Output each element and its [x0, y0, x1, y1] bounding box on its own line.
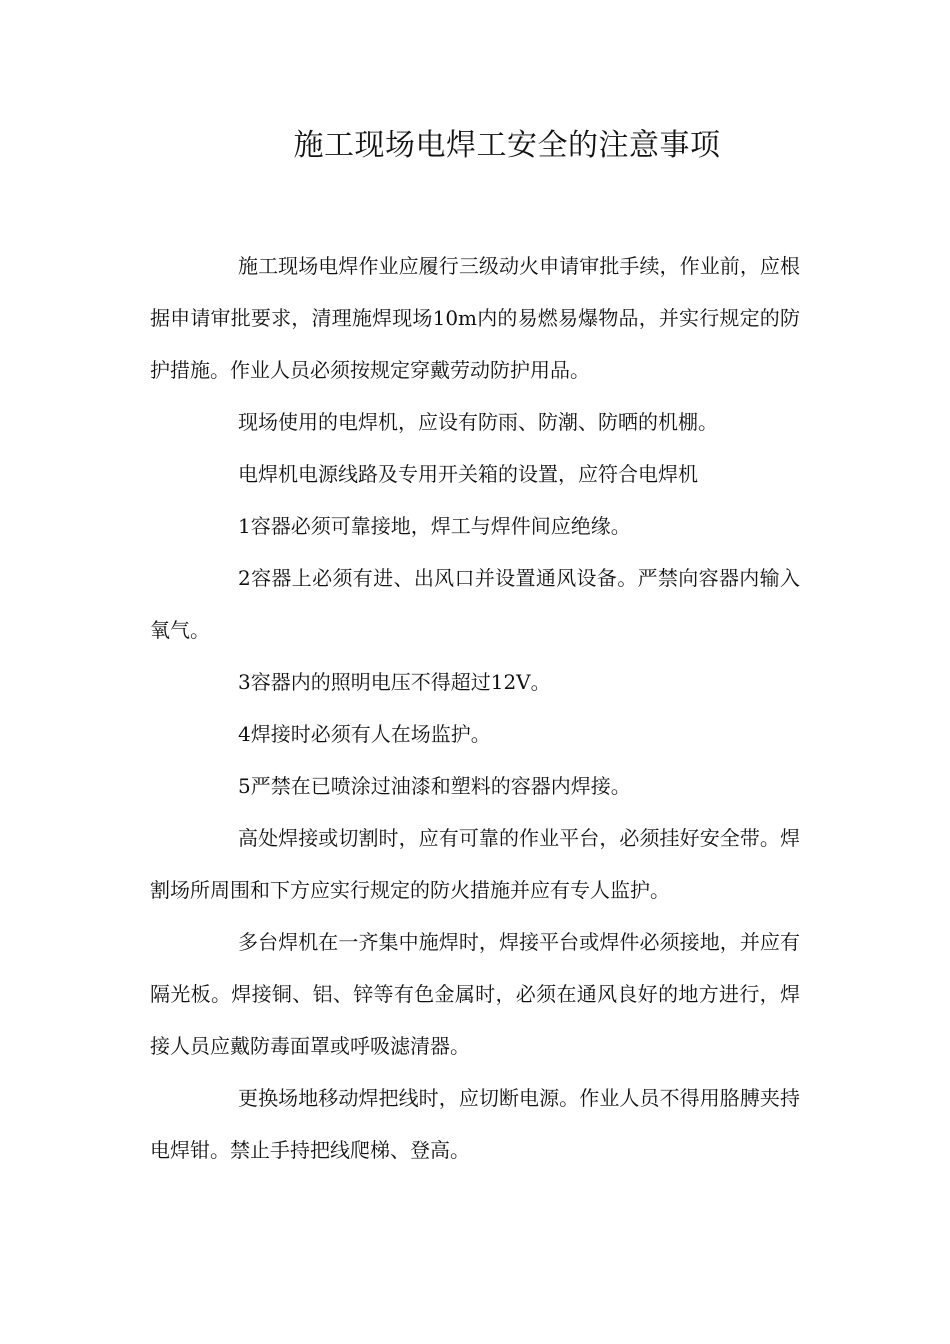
paragraph-lighting-voltage: 3容器内的照明电压不得超过12V。 — [238, 670, 551, 694]
paragraph-hot-work-permit: 施工现场电焊作业应履行三级动火申请审批手续，作业前，应根据申请审批要求，清理施焊现场10m内的易燃易爆物品，并实行规定的防护措施。作业人员必须按规定穿戴劳动防护用品。 — [150, 254, 800, 382]
paragraph-welder-shed: 现场使用的电焊机，应设有防雨、防潮、防晒的机棚。 — [238, 410, 718, 434]
paragraph-power-line: 电焊机电源线路及专用开关箱的设置，应符合电焊机 — [238, 462, 698, 486]
paragraph-container-grounding: 1容器必须可靠接地，焊工与焊件间应绝缘。 — [238, 514, 631, 538]
paragraph-high-work: 高处焊接或切割时，应有可靠的作业平台，必须挂好安全带。焊割场所周围和下方应实行规定的防火措施并应有专人监护。 — [150, 826, 800, 902]
paragraph-container-ventilation: 2容器上必须有进、出风口并设置通风设备。严禁向容器内输入氧气。 — [150, 566, 800, 642]
document-title: 施工现场电焊工安全的注意事项 — [293, 128, 721, 163]
paragraph-moving-cables: 更换场地移动焊把线时，应切断电源。作业人员不得用胳膊夹持电焊钳。禁止手持把线爬梯、登高。 — [150, 1086, 800, 1162]
paragraph-supervision: 4焊接时必须有人在场监护。 — [238, 722, 491, 746]
document-body — [150, 240, 800, 1176]
paragraph-multiple-welders: 多台焊机在一齐集中施焊时，焊接平台或焊件必须接地，并应有隔光板。焊接铜、铝、锌等有色金属时，必须在通风良好的地方进行，焊接人员应戴防毒面罩或呼吸滤清器。 — [150, 930, 800, 1058]
paragraph-painted-container: 5严禁在已喷涂过油漆和塑料的容器内焊接。 — [238, 774, 631, 798]
